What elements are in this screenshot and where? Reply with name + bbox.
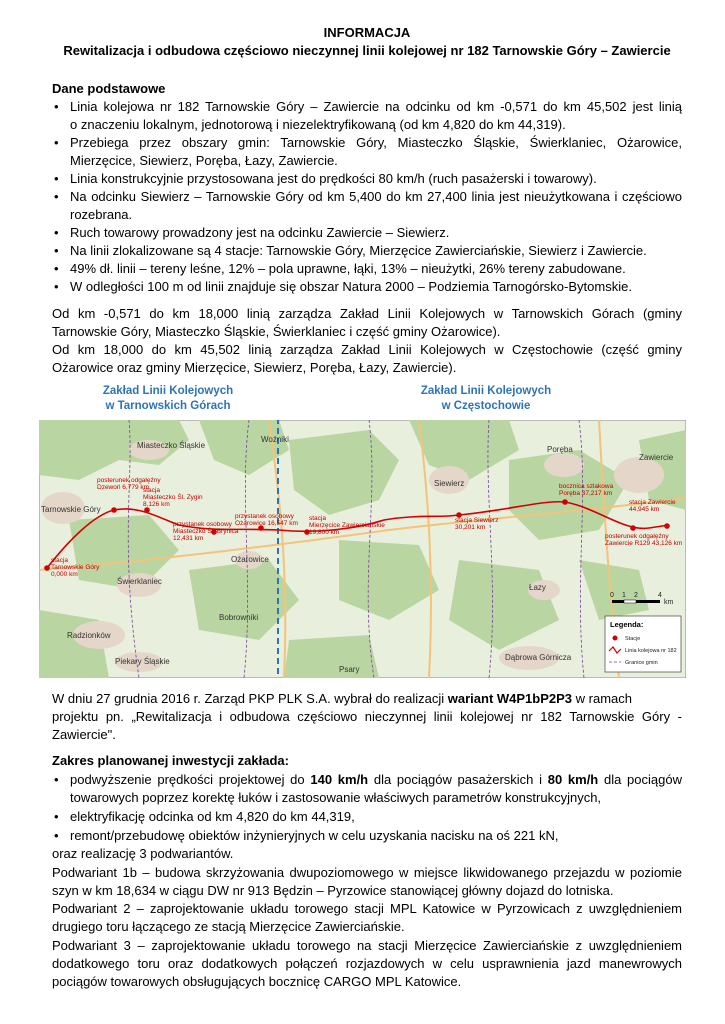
station-label: 8,126 km — [143, 501, 170, 508]
station-label: Poręba 37,217 km — [559, 490, 613, 497]
station-label: 0,000 km — [51, 571, 78, 578]
scale-label: 4 — [658, 592, 662, 599]
station-label: 19,800 km — [309, 529, 340, 536]
station-label: stacja Zawiercie — [629, 499, 676, 506]
scope-text: podwyższenie prędkości projektowej do — [70, 772, 305, 787]
station-label: Miasteczko Śl. Zygin — [143, 494, 203, 501]
station-label: Mierzęcice Zawierciańskie — [309, 522, 385, 529]
decision-line2: projektu pn. „Rewitalizacja i odbudowa częściowo nieczynnej linii kolejowej nr 182 Tarnowskie Góry - — [52, 709, 682, 724]
sub1-line1: Podwariant 1b – budowa skrzyżowania dwupoziomowego w miejsce likwidowanego przejazdu w poziomie — [52, 865, 682, 880]
station-dot — [44, 565, 50, 571]
station-label: Ożarowice 16,547 km — [235, 520, 298, 527]
station-dot — [111, 507, 117, 513]
station-label: 30,201 km — [455, 524, 486, 531]
doc-subtitle: Rewitalizacja i odbudowa częściowo nieczynnej linii kolejowej nr 182 Tarnowskie Góry – Zawiercie — [63, 43, 671, 58]
bullet-text: Na linii zlokalizowane są 4 stacje: Tarnowskie Góry, Mierzęcice Zawierciańskie, Siewierz i Zawiercie. — [70, 243, 647, 258]
station-label: przystanek osobowy — [235, 513, 294, 520]
bullet-icon: • — [54, 828, 59, 843]
sub3-line1: Podwariant 3 – zaprojektowanie układu torowego na stacji Mierzęcice Zawierciańskie z uwzględnieniem — [52, 938, 682, 953]
station-label: posterunek odgałęźny — [97, 477, 161, 484]
town-label: Dąbrowa Górnicza — [505, 653, 572, 662]
legend-item: Linia kolejowa nr 182 — [625, 648, 677, 654]
sub2-line1: Podwariant 2 – zaprojektowanie układu torowego stacji MPL Katowice w Pyrzowicach z uwzględnieniem — [52, 901, 682, 916]
sub2-line2: drugiego toru łączącego ze stacją Mierzęcice Zawierciańskie. — [52, 919, 405, 934]
zlk-right-label — [396, 384, 576, 414]
town-label: Woźniki — [261, 435, 289, 444]
para-zlk-cz-line1: Od km 18,000 do km 45,502 linią zarządza Zakład Linii Kolejowych w Częstochowie (część gminy — [52, 342, 682, 357]
bullet-icon: • — [54, 772, 59, 787]
station-label: stacja Siewierz — [455, 517, 499, 524]
legend-item: Granice gmin — [625, 660, 658, 666]
bullet-icon: • — [54, 243, 59, 258]
bullet-text: Linia kolejowa nr 182 Tarnowskie Góry – Zawiercie na odcinku od km -0,571 do km 45,502 jest linią — [70, 99, 682, 114]
scope-bullet-3: remont/przebudowę obiektów inżynieryjnych w celu uzyskania nacisku na oś 221 kN, — [70, 828, 559, 843]
decision-text: w ramach — [575, 691, 633, 706]
legend-station-dot — [613, 636, 618, 641]
scale-label: 1 — [622, 592, 626, 599]
scope-bullet-2: elektryfikację odcinka od km 4,820 do km 44,319, — [70, 809, 355, 824]
bullet-icon: • — [54, 225, 59, 240]
town-label: Bobrowniki — [219, 613, 259, 622]
town-label: Psary — [339, 665, 360, 674]
legend-title: Legenda: — [610, 620, 644, 629]
bullet-text: Przebiega przez obszary gmin: Tarnowskie Góry, Miasteczko Śląskie, Świerklaniec, Ożarowice, — [70, 135, 682, 150]
bullet-icon: • — [54, 189, 59, 204]
para-zlk-tg-line2: Tarnowskie Góry, Miasteczko Śląskie, Świerklaniec i część gminy Ożarowice). — [52, 324, 501, 339]
scope-bullet-1 — [70, 771, 682, 789]
station-label: Miasteczko Śl. Brynica — [173, 528, 239, 535]
decision-text: W dniu 27 grudnia 2016 r. Zarząd PKP PLK S.A. wybrał do realizacji — [52, 691, 445, 706]
railway-map — [39, 420, 686, 678]
bullet-icon: • — [54, 135, 59, 150]
station-dot — [144, 507, 150, 513]
station-label: bocznica szlakowa — [559, 483, 614, 490]
town-label: Piekary Śląskie — [115, 657, 170, 666]
bullet-text: rozebrana. — [70, 207, 133, 222]
bullet-icon: • — [54, 261, 59, 276]
legend-item: Stacje — [625, 636, 641, 642]
bullet-text: Na odcinku Siewierz – Tarnowskie Góry od km 5,400 do km 27,400 linia jest nieużytkowana i częściowo — [70, 189, 682, 204]
bullet-text: Linia konstrukcyjnie przystosowana jest do prędkości 80 km/h (ruch pasażerski i towarowy). — [70, 171, 597, 186]
decision-line3: Zawiercie". — [52, 727, 116, 742]
sub3-line3: pociągów towarowych obsługujących bocznicę CARGO MPL Katowice. — [52, 974, 462, 989]
station-label: 12,431 km — [173, 535, 204, 542]
speed-pass: 140 km/h — [310, 772, 369, 787]
scale-label: 0 — [610, 592, 614, 599]
scope-tail: oraz realizację 3 podwariantów. — [52, 846, 234, 861]
zlk-right-line1: Zakład Linii Kolejowych — [420, 385, 552, 397]
speed-freight: 80 km/h — [547, 772, 599, 787]
station-label: 44,945 km — [629, 506, 660, 513]
bullet-icon: • — [54, 809, 59, 824]
bullet-icon: • — [54, 279, 59, 294]
town-label: Łazy — [529, 583, 546, 592]
map-legend — [605, 616, 681, 672]
zlk-left-line2: w Tarnowskich Górach — [105, 400, 231, 412]
bullet-text: Mierzęcice, Siewierz, Poręba, Łazy, Zawiercie. — [70, 153, 338, 168]
bullet-text: o znaczeniu lokalnym, jednotorową i niezelektryfikowaną (od km 4,820 do km 44,319). — [70, 117, 566, 132]
station-label: Zawiercie R129 43,126 km — [605, 540, 683, 547]
scope-text: dla pociągów pasażerskich i — [373, 772, 543, 787]
scope-bullet-1-line2: towarowych poprzez korektę łuków i zastosowanie właściwych parametrów konstrukcyjnych, — [70, 790, 602, 805]
scale-label: 2 — [634, 592, 638, 599]
station-label: stacja — [51, 557, 68, 564]
station-label: Dzewoń 6,779 km — [97, 484, 150, 491]
town-label: Tarnowskie Góry — [41, 505, 101, 514]
town-label: Miasteczko Śląskie — [137, 441, 206, 450]
bullet-text: W odległości 100 m od linii znajduje się obszar Natura 2000 – Podziemia Tarnogórsko-Bytomskie. — [70, 279, 632, 294]
town-label: Zawiercie — [639, 453, 674, 462]
zlk-left-label — [78, 384, 258, 414]
zlk-right-line2: w Częstochowie — [441, 400, 531, 412]
town-label: Radzionków — [67, 631, 111, 640]
station-label: stacja — [309, 515, 326, 522]
scale-label: km — [664, 599, 674, 606]
town-label: Siewierz — [434, 479, 465, 488]
basic-heading: Dane podstawowe — [52, 81, 166, 96]
station-label: stacja — [143, 487, 160, 494]
sub3-line2: dodatkowego toru oraz dodatkowych połączeń rozjazdowych w celu usprawnienia jazd manewrowych — [52, 956, 682, 971]
town-label: Ożarowice — [231, 555, 269, 564]
station-label: Tarnowskie Góry — [51, 564, 100, 571]
variant-name: wariant W4P1bP2P3 — [447, 691, 573, 706]
station-label: przystanek osobowy — [173, 521, 232, 528]
decision-line1 — [52, 690, 682, 708]
doc-title: INFORMACJA — [323, 25, 411, 40]
para-zlk-cz-line2: Ożarowice oraz gminy Mierzęcice, Siewierz, Poręba, Łazy, Zawiercie). — [52, 360, 457, 375]
station-dot — [630, 525, 636, 531]
station-label: posterunek odgałęźny — [605, 533, 669, 540]
station-dot — [664, 523, 670, 529]
para-zlk-tg-line1: Od km -0,571 do km 18,000 linią zarządza Zakład Linii Kolejowych w Tarnowskich Górach (gminy — [52, 306, 682, 321]
town-label: Świerklaniec — [117, 577, 162, 586]
bullet-icon: • — [54, 171, 59, 186]
bullet-text: 49% dł. linii – tereny leśne, 12% – pola uprawne, łąki, 13% – nieużytki, 26% tereny zabudowane. — [70, 261, 626, 276]
scope-heading: Zakres planowanej inwestycji zakłada: — [52, 753, 289, 768]
scope-text: dla pociągów — [603, 772, 682, 787]
zlk-left-line1: Zakład Linii Kolejowych — [102, 385, 234, 397]
sub1-line2: szyn w km 18,634 w ciągu DW nr 913 Będzin – Pyrzowice stanowiącej główny dojazd do lotniska. — [52, 883, 614, 898]
bullet-icon: • — [54, 99, 59, 114]
station-dot — [562, 499, 568, 505]
town-label: Poręba — [547, 445, 573, 454]
bullet-text: Ruch towarowy prowadzony jest na odcinku Zawiercie – Siewierz. — [70, 225, 450, 240]
